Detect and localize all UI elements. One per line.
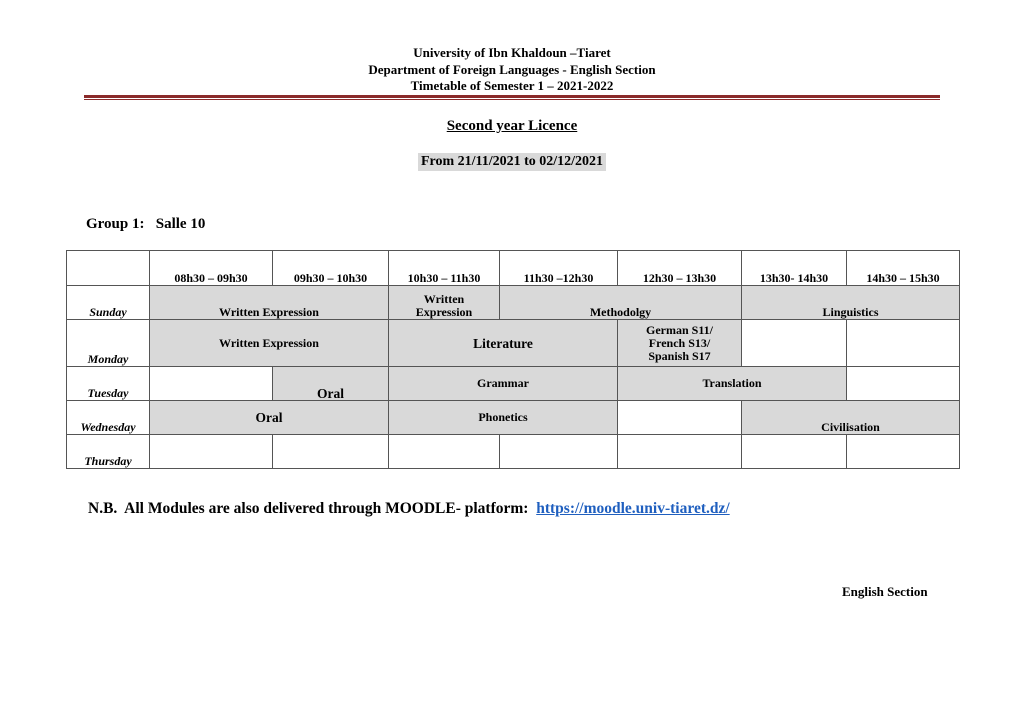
session-cell: Oral	[150, 401, 389, 435]
empty-cell	[150, 435, 273, 469]
session-cell: Civilisation	[742, 401, 960, 435]
header-rule-thin	[84, 99, 940, 100]
empty-cell	[847, 367, 960, 401]
row-monday	[67, 320, 960, 367]
timeslot-header: 13h30- 14h30	[742, 251, 847, 286]
period-wrapper	[0, 152, 1024, 171]
session-cell: Written Expression	[150, 320, 389, 367]
session-cell: Methodolgy	[500, 286, 742, 320]
header-row	[67, 251, 960, 286]
row-sunday	[67, 286, 960, 320]
corner-cell	[67, 251, 150, 286]
session-line: Written	[423, 292, 465, 306]
day-label: Thursday	[67, 435, 150, 469]
session-cell: Oral	[273, 367, 389, 401]
footer-signature: English Section	[842, 584, 928, 599]
timetable-title: Timetable of Semester 1 – 2021-2022	[410, 78, 614, 93]
level-title: Second year Licence	[446, 118, 578, 134]
period-label: From 21/11/2021 to 02/12/2021	[418, 153, 606, 171]
day-label: Monday	[67, 320, 150, 367]
empty-cell	[389, 435, 500, 469]
row-thursday	[67, 435, 960, 469]
group-heading	[86, 216, 205, 233]
timeslot-header: 09h30 – 10h30	[273, 251, 389, 286]
header-rule-thick	[84, 95, 940, 98]
note-text: N.B. All Modules are also delivered through MOODLE- platform:	[88, 500, 529, 517]
timeslot-header: 08h30 – 09h30	[150, 251, 273, 286]
timeslot-header: 11h30 –12h30	[500, 251, 618, 286]
day-label: Sunday	[67, 286, 150, 320]
empty-cell	[618, 401, 742, 435]
timeslot-header: 12h30 – 13h30	[618, 251, 742, 286]
group-room: Salle 10	[155, 216, 206, 232]
empty-cell	[742, 435, 847, 469]
session-line: Spanish S17	[648, 348, 711, 363]
department-name: Department of Foreign Languages - English Section	[368, 62, 656, 77]
empty-cell	[618, 435, 742, 469]
session-cell: Literature	[389, 320, 618, 367]
session-cell: Grammar	[389, 367, 618, 401]
day-label: Tuesday	[67, 367, 150, 401]
university-name: University of Ibn Khaldoun –Tiaret	[413, 45, 611, 60]
row-tuesday	[67, 367, 960, 401]
session-line: Expression	[415, 305, 473, 319]
session-line: German S11/	[645, 322, 713, 337]
session-cell: Written Expression	[150, 286, 389, 320]
empty-cell	[742, 320, 847, 367]
timeslot-header: 10h30 – 11h30	[389, 251, 500, 286]
empty-cell	[273, 435, 389, 469]
empty-cell	[500, 435, 618, 469]
moodle-link[interactable]: https://moodle.univ-tiaret.dz/	[536, 500, 730, 517]
session-cell: Translation	[618, 367, 847, 401]
moodle-note	[88, 500, 730, 518]
group-label: Group 1:	[86, 216, 145, 232]
session-cell: Phonetics	[389, 401, 618, 435]
empty-cell	[150, 367, 273, 401]
session-cell: Linguistics	[742, 286, 960, 320]
day-label: Wednesday	[67, 401, 150, 435]
timetable-grid	[66, 250, 960, 469]
session-cell	[618, 320, 742, 367]
empty-cell	[847, 435, 960, 469]
empty-cell	[847, 320, 960, 367]
session-line: French S13/	[648, 335, 711, 350]
row-wednesday	[67, 401, 960, 435]
session-cell	[389, 286, 500, 320]
timeslot-header: 14h30 – 15h30	[847, 251, 960, 286]
